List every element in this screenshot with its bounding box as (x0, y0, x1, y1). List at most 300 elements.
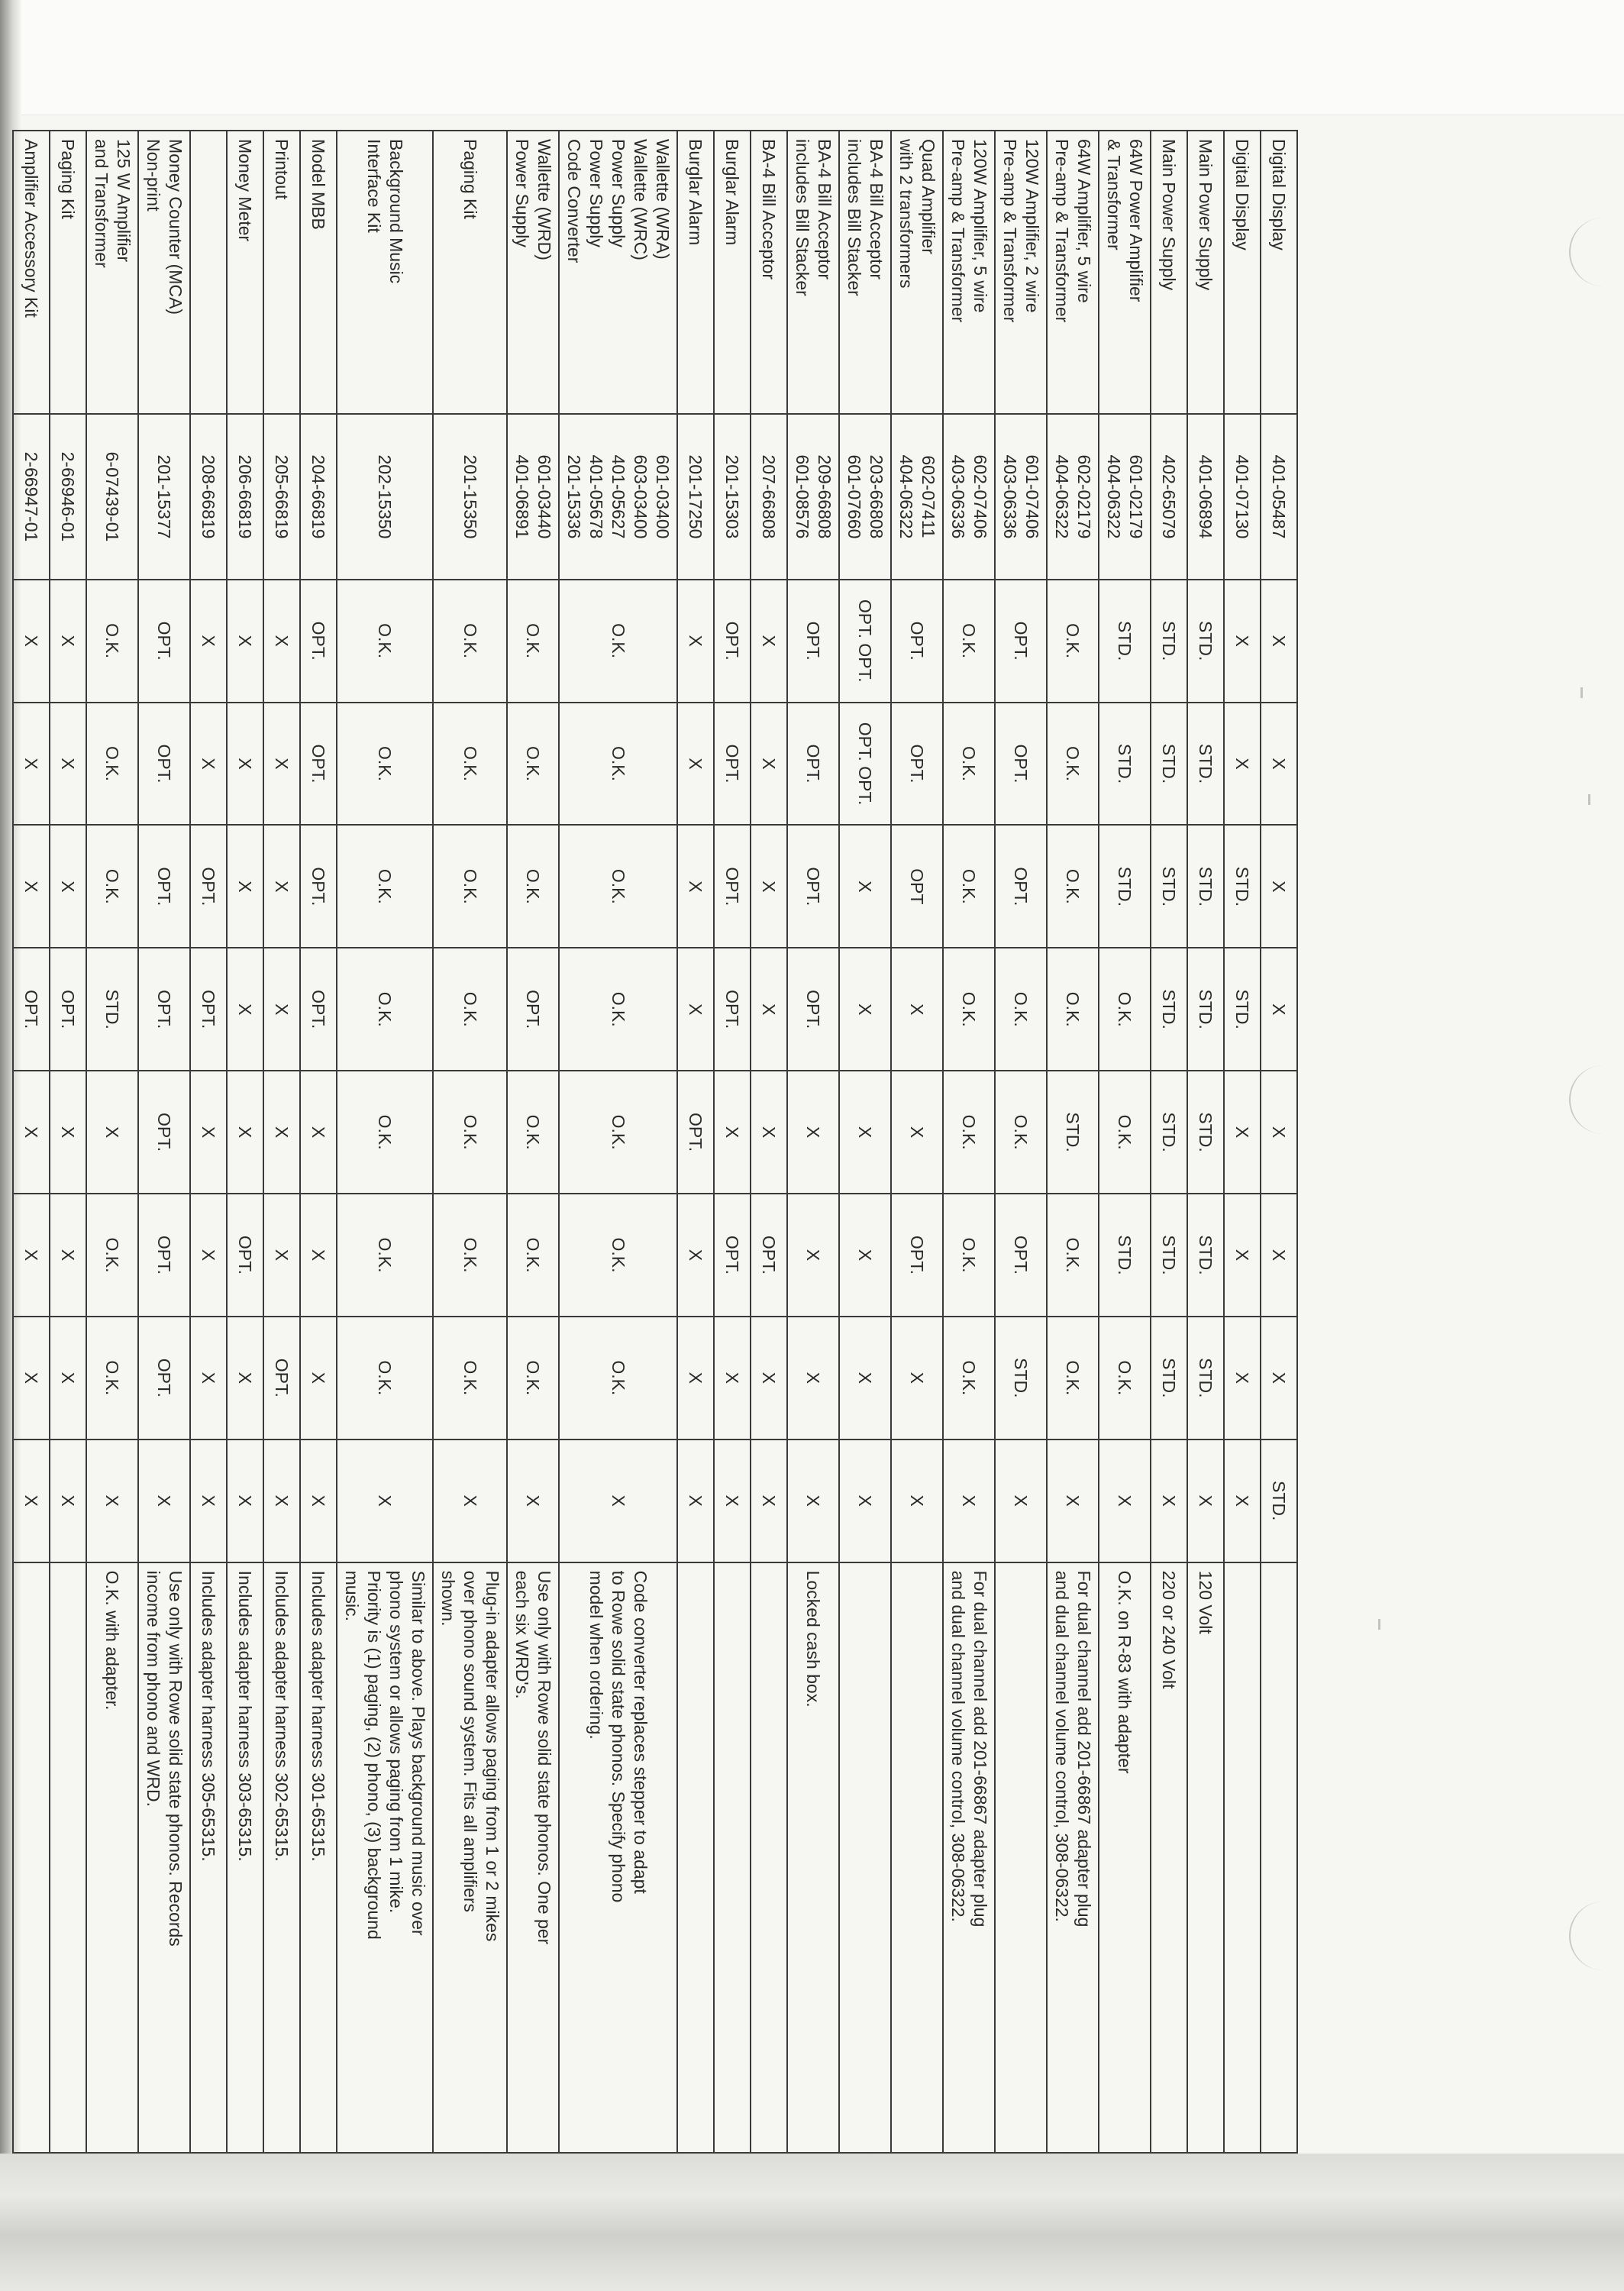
remarks-cell (677, 1562, 714, 2153)
part-number-cell-line: 404-06322 (1104, 454, 1124, 539)
compat-cell: O.K. (86, 580, 138, 703)
compat-cell: X (677, 703, 714, 826)
compat-cell: X (300, 1071, 337, 1194)
item-name-cell (995, 131, 1047, 414)
item-name-cell (1261, 131, 1297, 414)
compat-cell: OPT. (138, 825, 190, 948)
compat-cell: O.K. (995, 948, 1047, 1071)
compat-cell: X (263, 580, 300, 703)
part-number-cell-line: 601-03440 (534, 454, 554, 539)
item-name-cell (138, 131, 190, 414)
remarks-cell (1151, 1562, 1187, 2153)
part-number-cell-line: 401-05627 (609, 454, 628, 539)
compat-cell: X (839, 1194, 891, 1317)
part-number-cell-line: 204-66819 (308, 454, 329, 539)
item-name-cell-line: Wallette (WRC) (631, 139, 651, 260)
compat-cell: X (677, 1440, 714, 1562)
table-row (263, 131, 300, 2153)
compat-cell: X (50, 1194, 86, 1317)
compat-cell: X (50, 825, 86, 948)
part-number-cell-line: 601-07406 (1022, 454, 1042, 539)
item-name-cell-line: Main Power Supply (1196, 139, 1216, 291)
table-row (559, 131, 677, 2153)
part-number-cell (1151, 414, 1187, 580)
compat-cell: X (891, 1317, 943, 1440)
compat-cell: X (13, 1194, 50, 1317)
compat-cell: OPT. (995, 1194, 1047, 1317)
remarks-cell-line: O.K. on R-83 with adapter (1115, 1570, 1135, 1774)
part-number-cell (995, 414, 1047, 580)
item-name-cell (507, 131, 559, 414)
remarks-cell (787, 1562, 839, 2153)
compat-cell: X (751, 1071, 787, 1194)
compat-cell: X (677, 948, 714, 1071)
compat-cell: STD. (1187, 825, 1224, 948)
compat-cell: OPT. (714, 948, 751, 1071)
remarks-cell-line: Priority is (1) paging, (2) phono, (3) background (364, 1570, 384, 1940)
table-row (1047, 131, 1099, 2153)
compat-cell: X (1224, 703, 1261, 826)
compat-cell: OPT. (300, 948, 337, 1071)
item-name-cell-line: Non-print (144, 139, 163, 212)
table-row (300, 131, 337, 2153)
part-number-cell-line: 401-05678 (586, 454, 606, 539)
compat-cell: X (50, 580, 86, 703)
compat-cell: X (1047, 1440, 1099, 1562)
compat-cell: O.K. (559, 580, 677, 703)
compat-cell: OPT. (300, 703, 337, 826)
compat-cell: O.K. (507, 703, 559, 826)
item-name-cell (300, 131, 337, 414)
compat-cell: O.K. (337, 948, 433, 1071)
part-number-cell (507, 414, 559, 580)
compat-cell: OPT. (787, 580, 839, 703)
part-number-cell-line: 206-66819 (235, 454, 256, 539)
item-name-cell (559, 131, 677, 414)
part-number-cell (714, 414, 751, 580)
compat-cell: X (1224, 1440, 1261, 1562)
compat-cell: X (787, 1440, 839, 1562)
item-name-cell-line: Digital Display (1232, 139, 1253, 250)
remarks-cell-line: Includes adapter harness 302-65315. (272, 1570, 292, 1862)
remarks-cell-line: For dual channel add 201-66867 adapter plug (970, 1570, 990, 1927)
compat-cell: O.K. (559, 703, 677, 826)
scanner-bottom-edge (0, 2154, 1624, 2291)
compat-cell: O.K. (433, 1194, 507, 1317)
compat-cell: X (1224, 1194, 1261, 1317)
table-row (891, 131, 943, 2153)
part-number-cell (559, 414, 677, 580)
compat-cell: OPT. (787, 703, 839, 826)
compatibility-table-rotated (21, 130, 1298, 2154)
item-name-cell-line: Pre-amp & Transformer (1000, 139, 1020, 323)
item-name-cell-line: Power Supply (609, 139, 628, 247)
item-name-cell-line: Wallette (WRD) (534, 139, 554, 260)
compat-cell: O.K. (433, 825, 507, 948)
compat-cell: X (263, 1194, 300, 1317)
part-number-cell (677, 414, 714, 580)
table-row (839, 131, 891, 2153)
compat-cell: O.K. (1047, 948, 1099, 1071)
item-name-cell-line: includes Bill Stacker (844, 139, 864, 296)
remarks-cell (943, 1562, 995, 2153)
compat-cell: O.K. (337, 1194, 433, 1317)
compat-cell: X (50, 1071, 86, 1194)
compat-cell: X (751, 703, 787, 826)
compat-cell: X (1224, 1317, 1261, 1440)
remarks-cell-line: O.K. with adapter. (102, 1570, 123, 1711)
remarks-cell-line: Similar to above. Plays background music over (408, 1570, 428, 1936)
compat-cell: STD. (1151, 948, 1187, 1071)
compat-cell: X (507, 1440, 559, 1562)
remarks-cell-line: phono system or allows paging from 1 mike. (386, 1570, 406, 1914)
item-name-cell-line: Money Counter (MCA) (166, 139, 186, 315)
compat-cell: O.K. (1099, 1071, 1151, 1194)
item-name-cell-line: Quad Amplifier (919, 139, 938, 254)
remarks-cell (1047, 1562, 1099, 2153)
part-number-cell-line: 403-06336 (948, 454, 968, 539)
compat-cell: X (787, 1071, 839, 1194)
table-body (13, 131, 1297, 2153)
compat-cell: OPT. (995, 580, 1047, 703)
part-number-cell-line: 403-06336 (1000, 454, 1020, 539)
remarks-cell (507, 1562, 559, 2153)
table-row (190, 131, 227, 2153)
compat-cell: X (190, 1440, 227, 1562)
compat-cell: OPT. (714, 580, 751, 703)
compat-cell: X (1151, 1440, 1187, 1562)
compat-cell: OPT. (751, 1194, 787, 1317)
compat-cell: X (13, 580, 50, 703)
table-row (943, 131, 995, 2153)
item-name-cell-line: Wallette (WRA) (653, 139, 673, 260)
compat-cell: X (943, 1440, 995, 1562)
part-number-cell (86, 414, 138, 580)
item-name-cell-line: Paging Kit (460, 139, 480, 219)
compat-cell: O.K. (943, 825, 995, 948)
compat-cell: STD. (1151, 825, 1187, 948)
table-row (1224, 131, 1261, 2153)
compat-cell: X (227, 703, 263, 826)
compat-cell: X (190, 703, 227, 826)
compat-cell: OPT. (300, 580, 337, 703)
part-number-cell (1187, 414, 1224, 580)
compat-cell: O.K. (559, 825, 677, 948)
compat-cell: X (751, 580, 787, 703)
part-number-cell-line: 203-66808 (867, 454, 886, 539)
compat-cell: OPT (891, 825, 943, 948)
compat-cell: X (714, 1071, 751, 1194)
compat-cell: STD. (1187, 948, 1224, 1071)
part-number-cell (891, 414, 943, 580)
compat-cell: O.K. (86, 825, 138, 948)
remarks-cell-line: Use only with Rowe solid state phonos. One per (534, 1570, 554, 1945)
item-name-cell (50, 131, 86, 414)
compat-cell: X (190, 580, 227, 703)
part-number-cell (839, 414, 891, 580)
table-row (433, 131, 507, 2153)
compat-cell: O.K. (86, 1194, 138, 1317)
item-name-cell-line: & Transformer (1104, 139, 1124, 250)
part-number-cell-line: 404-06322 (896, 454, 916, 539)
part-number-cell-line: 401-06891 (512, 454, 532, 539)
part-number-cell-line: 2-66947-01 (21, 451, 42, 542)
compat-cell: X (677, 580, 714, 703)
part-number-cell (300, 414, 337, 580)
compat-cell: OPT. (891, 580, 943, 703)
compat-cell: O.K. (86, 703, 138, 826)
compat-cell: X (677, 1317, 714, 1440)
compat-cell: STD. (1261, 1440, 1297, 1562)
compat-cell: X (1261, 948, 1297, 1071)
item-name-cell (891, 131, 943, 414)
item-name-cell-line: Pre-amp & Transformer (1052, 139, 1072, 323)
compat-cell: STD. (1099, 825, 1151, 948)
table-row (677, 131, 714, 2153)
item-name-cell (1224, 131, 1261, 414)
compat-cell: X (300, 1317, 337, 1440)
compat-cell: X (50, 1440, 86, 1562)
compat-cell: OPT. (507, 948, 559, 1071)
compat-cell: STD. (1151, 1194, 1187, 1317)
compat-cell: STD. (1187, 703, 1224, 826)
compat-cell: STD. (1187, 1071, 1224, 1194)
compat-cell: X (714, 1317, 751, 1440)
part-number-cell-line: 602-02179 (1074, 454, 1094, 539)
item-name-cell-line: 120W Amplifier, 2 wire (1022, 139, 1042, 313)
compat-cell: X (751, 1317, 787, 1440)
compat-cell: O.K. (943, 1194, 995, 1317)
compat-cell: X (677, 825, 714, 948)
compat-cell: O.K. (337, 580, 433, 703)
compat-cell: X (839, 1071, 891, 1194)
item-name-cell (13, 131, 50, 414)
compat-cell: OPT. (138, 703, 190, 826)
remarks-cell-line: model when ordering. (586, 1570, 606, 1740)
remarks-cell (337, 1562, 433, 2153)
table-row (507, 131, 559, 2153)
compat-cell: O.K. (433, 580, 507, 703)
compat-cell: X (50, 1317, 86, 1440)
item-name-cell-line: Background Music (386, 139, 406, 284)
part-number-cell (50, 414, 86, 580)
compat-cell: O.K. (337, 1317, 433, 1440)
remarks-cell-line: Includes adapter harness 305-65315. (199, 1570, 219, 1862)
compat-cell: X (839, 1440, 891, 1562)
compat-cell: OPT. (190, 825, 227, 948)
compat-cell: X (138, 1440, 190, 1562)
compat-cell: STD. (1151, 1317, 1187, 1440)
compat-cell: X (227, 1317, 263, 1440)
remarks-cell-line: 220 or 240 Volt (1159, 1570, 1180, 1689)
item-name-cell-line: BA-4 Bill Acceptor (815, 139, 835, 280)
item-name-cell (1099, 131, 1151, 414)
compat-cell: X (891, 1071, 943, 1194)
compat-cell: OPT. (13, 948, 50, 1071)
compat-cell: X (1261, 1194, 1297, 1317)
compat-cell: STD. (1187, 1317, 1224, 1440)
compat-cell: O.K. (86, 1317, 138, 1440)
compat-cell: STD. (1151, 703, 1187, 826)
compat-cell: O.K. (943, 580, 995, 703)
compat-cell: STD. (995, 1317, 1047, 1440)
compat-cell: OPT. (263, 1317, 300, 1440)
remarks-cell (227, 1562, 263, 2153)
remarks-cell (433, 1562, 507, 2153)
compat-cell: OPT. (138, 1071, 190, 1194)
compat-cell: X (86, 1440, 138, 1562)
compat-cell: OPT. (138, 948, 190, 1071)
compat-cell: OPT. (995, 825, 1047, 948)
part-number-cell-line: 201-15377 (154, 454, 175, 539)
compat-cell: O.K. (1047, 1194, 1099, 1317)
part-number-cell (13, 414, 50, 580)
punch-hole-bottom (1569, 1902, 1624, 1970)
part-number-cell-line: 401-07130 (1232, 454, 1253, 539)
compat-cell: STD. (1151, 580, 1187, 703)
part-number-cell (190, 414, 227, 580)
compat-cell: X (995, 1440, 1047, 1562)
table-row (1151, 131, 1187, 2153)
item-name-cell-line: with 2 transformers (896, 139, 916, 289)
compat-cell: OPT. (787, 948, 839, 1071)
remarks-cell-line: over phono sound system. Fits all amplifiers (460, 1570, 480, 1913)
remarks-cell (1224, 1562, 1261, 2153)
remarks-cell (891, 1562, 943, 2153)
remarks-cell-line: 120 Volt (1196, 1570, 1216, 1634)
part-number-cell-line: 602-07411 (919, 455, 938, 538)
compat-cell: STD. (1099, 580, 1151, 703)
punch-hole-middle (1569, 1065, 1624, 1134)
compat-cell: OPT. (50, 948, 86, 1071)
compat-cell: X (13, 1317, 50, 1440)
table-row (1099, 131, 1151, 2153)
item-name-cell-line: 125 W Amplifier (114, 139, 134, 263)
compat-cell: OPT. (138, 580, 190, 703)
compat-cell: STD. (1187, 580, 1224, 703)
scan-speck (1588, 794, 1590, 805)
part-number-cell-line: 201-17250 (686, 454, 706, 539)
table-row (1261, 131, 1297, 2153)
item-name-cell (677, 131, 714, 414)
remarks-cell-line: Code converter replaces stepper to adapt (631, 1570, 651, 1894)
table-row (227, 131, 263, 2153)
remarks-cell-line: and dual channel volume control, 308-06322. (1052, 1570, 1072, 1922)
part-number-cell-line: 202-15350 (375, 454, 396, 539)
scanner-top-margin (0, 0, 1624, 115)
punch-hole-top (1569, 218, 1624, 286)
compat-cell: X (559, 1440, 677, 1562)
compat-cell: STD. (1151, 1071, 1187, 1194)
part-number-cell-line: 601-03400 (653, 454, 673, 539)
compat-cell: OPT. (227, 1194, 263, 1317)
item-name-cell-line: Paging Kit (58, 139, 79, 219)
compat-cell: OPT. (138, 1194, 190, 1317)
compat-cell: X (263, 703, 300, 826)
table-row (751, 131, 787, 2153)
table-row (86, 131, 138, 2153)
remarks-cell-line: music. (342, 1570, 362, 1622)
compat-cell: X (787, 1317, 839, 1440)
compat-cell: X (13, 1440, 50, 1562)
compat-cell: O.K. (1047, 580, 1099, 703)
part-number-cell-line: 205-66819 (272, 454, 292, 539)
part-number-cell (263, 414, 300, 580)
compat-cell: X (891, 948, 943, 1071)
remarks-cell-line: each six WRD's. (512, 1570, 532, 1699)
compat-cell: O.K. (559, 1317, 677, 1440)
compat-cell: O.K. (1099, 1317, 1151, 1440)
item-name-cell (433, 131, 507, 414)
item-name-cell-line: Interface Kit (364, 139, 384, 233)
item-name-cell (190, 131, 227, 414)
item-name-cell-line: and Transformer (92, 139, 111, 268)
table-row (995, 131, 1047, 2153)
compat-cell: X (751, 1440, 787, 1562)
item-name-cell (943, 131, 995, 414)
remarks-cell-line: Use only with Rowe solid state phonos. Records (166, 1570, 186, 1947)
compat-cell: X (227, 1440, 263, 1562)
item-name-cell (86, 131, 138, 414)
compat-cell: X (751, 948, 787, 1071)
part-number-cell-line: 601-08576 (793, 454, 812, 539)
item-name-cell (1151, 131, 1187, 414)
compat-cell: X (227, 825, 263, 948)
compat-cell: OPT. (300, 825, 337, 948)
part-number-cell (943, 414, 995, 580)
compat-cell: X (190, 1194, 227, 1317)
compat-cell: X (190, 1071, 227, 1194)
item-name-cell-line: Code Converter (564, 139, 584, 263)
part-number-cell-line: 404-06322 (1052, 454, 1072, 539)
part-number-cell-line: 201-15303 (722, 454, 743, 539)
part-number-cell-line: 201-15350 (460, 454, 480, 539)
compat-cell: X (891, 1440, 943, 1562)
compat-cell: X (1261, 1071, 1297, 1194)
compat-cell: STD. (86, 948, 138, 1071)
remarks-cell (995, 1562, 1047, 2153)
item-name-cell (1187, 131, 1224, 414)
remarks-cell (50, 1562, 86, 2153)
table-row (13, 131, 50, 2153)
compat-cell: X (50, 703, 86, 826)
part-number-cell-line: 602-07406 (970, 454, 990, 539)
compat-cell: O.K. (943, 948, 995, 1071)
part-number-cell (751, 414, 787, 580)
compat-cell: X (227, 1071, 263, 1194)
compat-cell: O.K. (943, 1317, 995, 1440)
item-name-cell-line: 64W Power Amplifier (1126, 139, 1146, 302)
compat-cell: X (1224, 580, 1261, 703)
part-number-cell (433, 414, 507, 580)
item-name-cell (839, 131, 891, 414)
remarks-cell-line: Locked cash box. (803, 1570, 824, 1708)
part-number-cell-line: 603-03400 (631, 454, 651, 539)
compat-cell: OPT. (714, 703, 751, 826)
part-number-cell (227, 414, 263, 580)
compat-cell: X (227, 580, 263, 703)
remarks-cell (300, 1562, 337, 2153)
remarks-cell (13, 1562, 50, 2153)
scan-speck (1378, 1619, 1380, 1630)
remarks-cell-line: Includes adapter harness 303-65315. (235, 1570, 256, 1862)
compat-cell: OPT. (995, 703, 1047, 826)
remarks-cell (190, 1562, 227, 2153)
compat-cell: O.K. (1047, 703, 1099, 826)
compat-cell: O.K. (433, 703, 507, 826)
item-name-cell-line: Power Supply (512, 139, 532, 247)
item-name-cell-line: Money Meter (235, 139, 256, 242)
